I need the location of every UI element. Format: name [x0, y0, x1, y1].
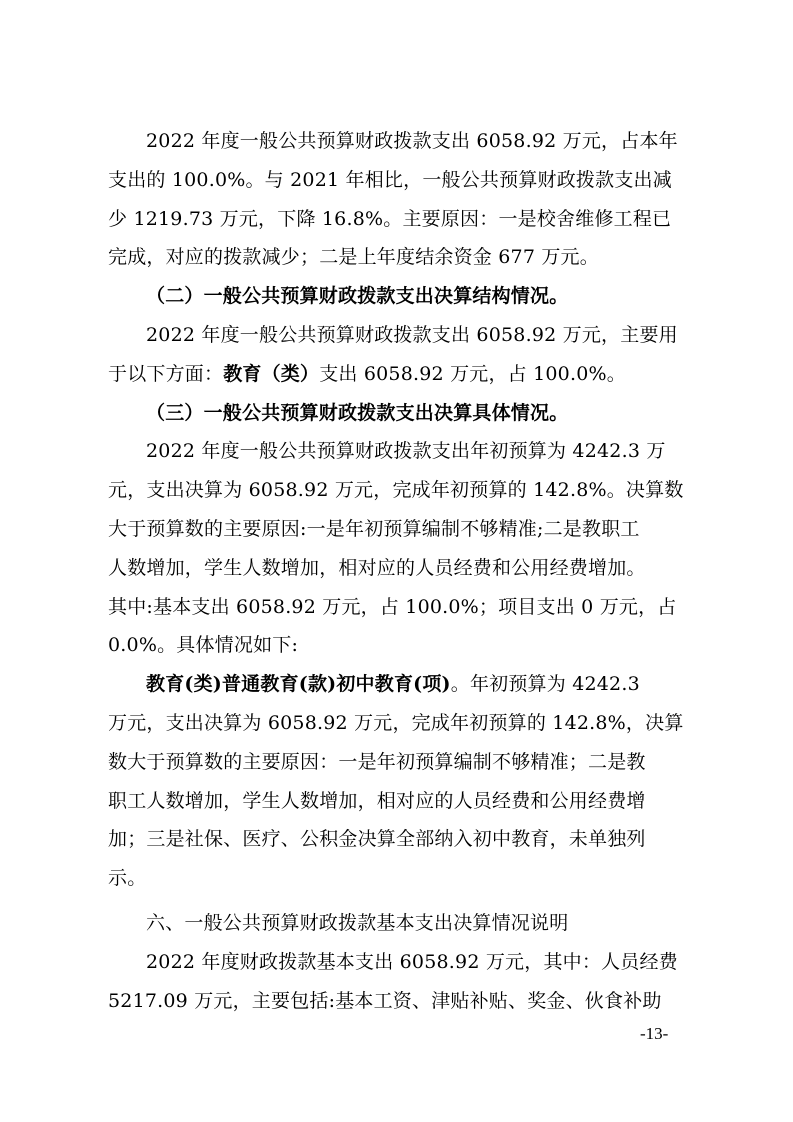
document-body — [108, 122, 688, 1020]
paragraph-line: 人数增加，学生人数增加，相对应的人员经费和公用经费增加。 — [108, 556, 646, 579]
paragraph-line: 0.0%。具体情况如下: — [108, 634, 299, 657]
text-span: 于以下方面： — [108, 362, 224, 385]
paragraph-line — [108, 665, 688, 704]
paragraph-line: 元，支出决算为 6058.92 万元，完成年初预算的 142.8%。决算数 — [108, 479, 684, 502]
paragraph-line: 数大于预算数的主要原因：一是年初预算编制不够精准；二是教 — [108, 750, 646, 773]
paragraph-line: 2022 年度一般公共预算财政拨款支出年初预算为 4242.3 万 — [146, 440, 666, 463]
paragraph-line: 示。 — [108, 867, 147, 890]
paragraph-line: 2022 年度一般公共预算财政拨款支出 6058.92 万元，主要用 — [146, 323, 678, 346]
bold-term: 教育(类)普通教育(款)初中教育(项) — [146, 673, 451, 696]
paragraph-line: 大于预算数的主要原因:一是年初预算编制不够精准;二是教职工 — [108, 517, 640, 540]
paragraph-line: 万元，支出决算为 6058.92 万元，完成年初预算的 142.8%，决算 — [108, 711, 684, 734]
paragraph-line: 支出的 100.0%。与 2021 年相比，一般公共预算财政拨款支出减 — [108, 168, 672, 191]
page-number: -13- — [640, 1024, 669, 1043]
section-heading-3: （三）一般公共预算财政拨款支出决算具体情况。 — [146, 401, 569, 424]
paragraph-line: 完成，对应的拨款减少；二是上年度结余资金 677 万元。 — [108, 246, 599, 269]
paragraph-line — [108, 355, 688, 394]
paragraph-line: 加；三是社保、医疗、公积金决算全部纳入初中教育，未单独列 — [108, 828, 646, 851]
text-span: 。年初预算为 4242.3 — [450, 673, 640, 696]
section-heading-6: 六、一般公共预算财政拨款基本支出决算情况说明 — [146, 911, 569, 934]
paragraph-line: 职工人数增加，学生人数增加，相对应的人员经费和公用经费增 — [108, 789, 646, 812]
paragraph-line: 其中:基本支出 6058.92 万元，占 100.0%；项目支出 0 万元，占 — [108, 595, 677, 618]
bold-term: 教育（类） — [223, 362, 320, 385]
paragraph-line: 5217.09 万元，主要包括:基本工资、津贴补贴、奖金、伙食补助 — [108, 989, 662, 1012]
paragraph-line: 少 1219.73 万元，下降 16.8%。主要原因：一是校舍维修工程已 — [108, 207, 672, 230]
paragraph-line: 2022 年度财政拨款基本支出 6058.92 万元，其中：人员经费 — [146, 950, 678, 973]
paragraph-line: 2022 年度一般公共预算财政拨款支出 6058.92 万元，占本年 — [146, 130, 678, 152]
section-heading-2: （二）一般公共预算财政拨款支出决算结构情况。 — [146, 285, 569, 308]
text-span: 支出 6058.92 万元，占 100.0%。 — [319, 362, 626, 385]
